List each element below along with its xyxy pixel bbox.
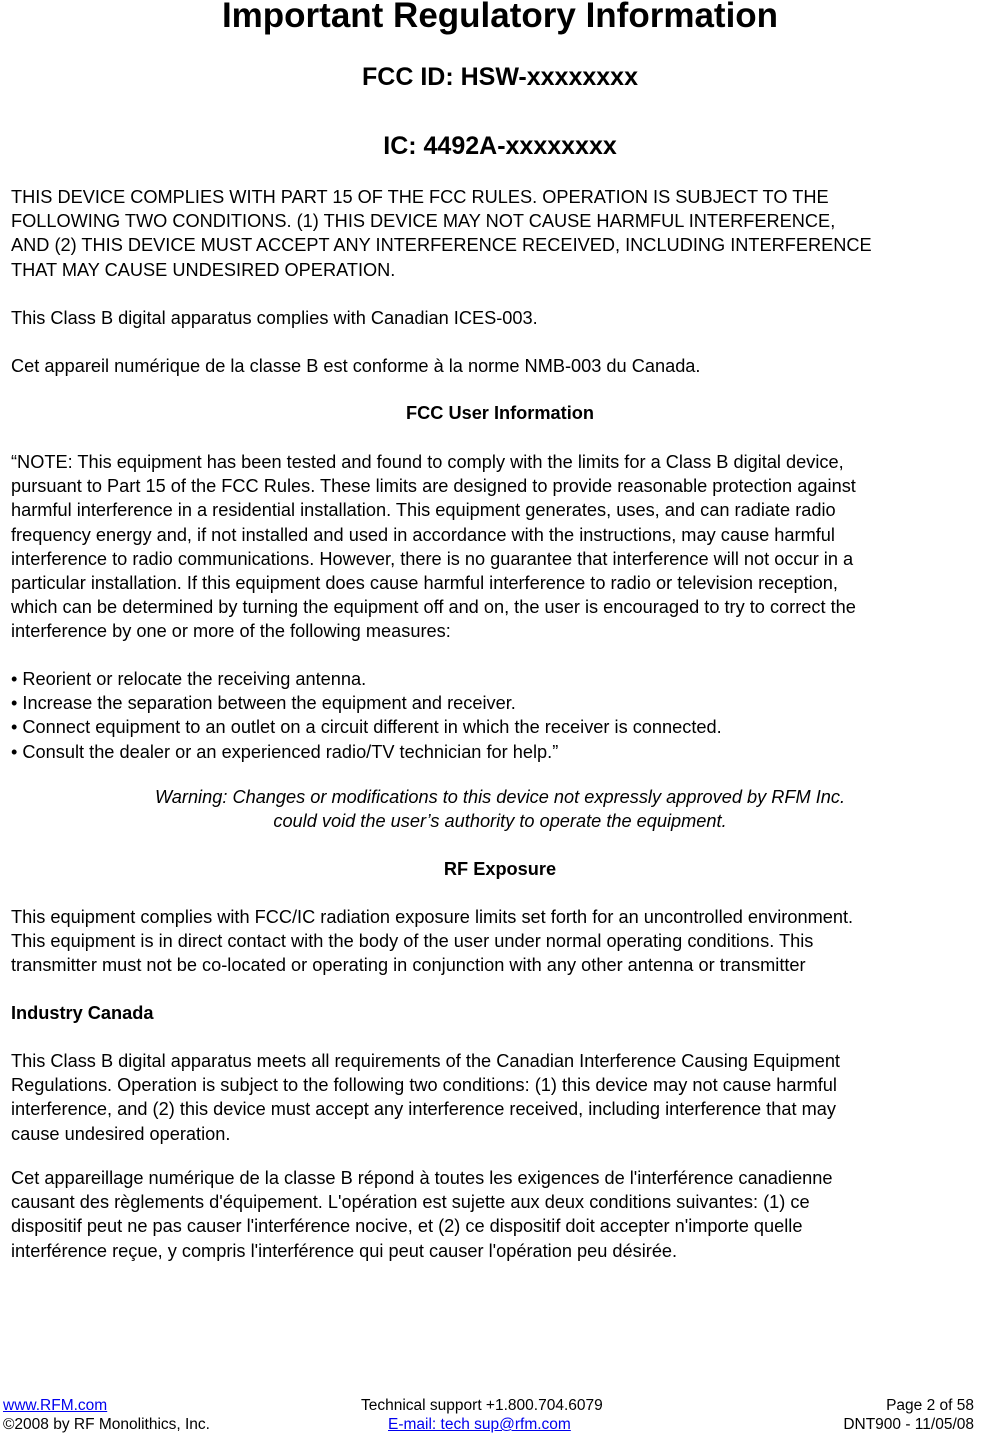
compliance-line: FOLLOWING TWO CONDITIONS. (1) THIS DEVICE MAY NOT CAUSE HARMFUL INTERFERENCE, [11, 211, 836, 232]
list-item: • Consult the dealer or an experienced radio/TV technician for help.” [11, 741, 559, 762]
ic-en-line: This Class B digital apparatus meets all requirements of the Canadian Interference Causing Equipment [11, 1051, 840, 1071]
fcc-id: FCC ID: HSW-xxxxxxxx [362, 63, 638, 91]
compliance-statement [11, 185, 1000, 282]
ices-english [11, 306, 1000, 330]
ices-english-text: This Class B digital apparatus complies with Canadian ICES-003. [11, 308, 538, 328]
ic-en-line: interference, and (2) this device must accept any interference received, including interference that may [11, 1099, 836, 1120]
list-item: • Reorient or relocate the receiving antenna. [11, 669, 367, 689]
industry-canada-heading-text: Industry Canada [11, 1003, 154, 1023]
ic-fr-line: interférence reçue, y compris l'interférence qui peut causer l'opération peu désirée. [11, 1240, 678, 1261]
compliance-line: THAT MAY CAUSE UNDESIRED OPERATION. [11, 259, 396, 280]
warning-line: Warning: Changes or modifications to this device not expressly approved by RFM Inc. [154, 787, 846, 807]
page-number: Page 2 of 58 [886, 1397, 974, 1414]
support-phone: Technical support +1.800.704.6079 [361, 1397, 603, 1414]
ic-id: IC: 4492A-xxxxxxxx [383, 132, 617, 160]
industry-canada-english [11, 1049, 1000, 1146]
note-line: pursuant to Part 15 of the FCC Rules. These limits are designed to provide reasonable protection against [11, 476, 856, 497]
rf-exposure-heading-text: RF Exposure [443, 859, 557, 879]
list-item: • Connect equipment to an outlet on a circuit different in which the receiver is connected. [11, 717, 722, 738]
industry-canada-french [11, 1166, 1000, 1263]
rf-line: This equipment complies with FCC/IC radiation exposure limits set forth for an uncontrolled environment. [11, 907, 854, 927]
note-line: which can be determined by turning the equipment off and on, the user is encouraged to try to correct the [11, 597, 856, 618]
compliance-line: THIS DEVICE COMPLIES WITH PART 15 OF THE FCC RULES. OPERATION IS SUBJECT TO THE [11, 187, 829, 207]
ic-en-line: cause undesired operation. [11, 1123, 231, 1144]
measures-list [11, 667, 1000, 764]
ic-fr-line: causant des règlements d'équipement. L'opération est sujette aux deux conditions suivantes: (1) ce [11, 1192, 810, 1213]
note-line: “NOTE: This equipment has been tested and found to comply with the limits for a Class B digital device, [11, 452, 844, 472]
compliance-line: AND (2) THIS DEVICE MUST ACCEPT ANY INTERFERENCE RECEIVED, INCLUDING INTERFERENCE [11, 235, 872, 256]
page-title: Important Regulatory Information [221, 0, 779, 35]
rf-line: transmitter must not be co-located or operating in conjunction with any other antenna or transmitter [11, 955, 806, 976]
ic-en-line: Regulations. Operation is subject to the following two conditions: (1) this device may not cause harmful [11, 1075, 837, 1096]
ices-french [11, 354, 1000, 378]
note-line: particular installation. If this equipment does cause harmful interference to radio or television reception, [11, 573, 838, 594]
note-line: frequency energy and, if not installed and used in accordance with the instructions, may cause harmful [11, 524, 835, 545]
warning-line: could void the user’s authority to operate the equipment. [273, 811, 727, 832]
industry-canada-heading [11, 1001, 1000, 1025]
rf-exposure-heading [0, 857, 1000, 881]
ic-fr-line: Cet appareillage numérique de la classe B répond à toutes les exigences de l'interférence canadienne [11, 1168, 833, 1188]
fcc-user-heading [0, 401, 1000, 425]
rf-line: This equipment is in direct contact with the body of the user under normal operating conditions. This [11, 931, 814, 952]
copyright: ©2008 by RF Monolithics, Inc. [3, 1416, 210, 1433]
list-item: • Increase the separation between the equipment and receiver. [11, 693, 516, 714]
fcc-user-heading-text: FCC User Information [406, 403, 594, 423]
rf-exposure-text [11, 905, 1000, 978]
note-line: interference to radio communications. However, there is no guarantee that interference will not occur in a [11, 548, 854, 569]
support-email-link[interactable]: E-mail: tech sup@rfm.com [388, 1416, 571, 1433]
website-link[interactable]: www.RFM.com [3, 1397, 108, 1414]
note-line: harmful interference in a residential installation. This equipment generates, uses, and can radiate radio [11, 500, 836, 521]
ices-french-text: Cet appareil numérique de la classe B est conforme à la norme NMB-003 du Canada. [11, 356, 701, 376]
fcc-note [11, 450, 1000, 644]
warning-notice [0, 785, 1000, 833]
note-line: interference by one or more of the following measures: [11, 621, 451, 642]
ic-fr-line: dispositif peut ne pas causer l'interférence nocive, et (2) ce dispositif doit accepter n'importe quelle [11, 1216, 803, 1237]
document-reference: DNT900 - 11/05/08 [843, 1416, 974, 1433]
